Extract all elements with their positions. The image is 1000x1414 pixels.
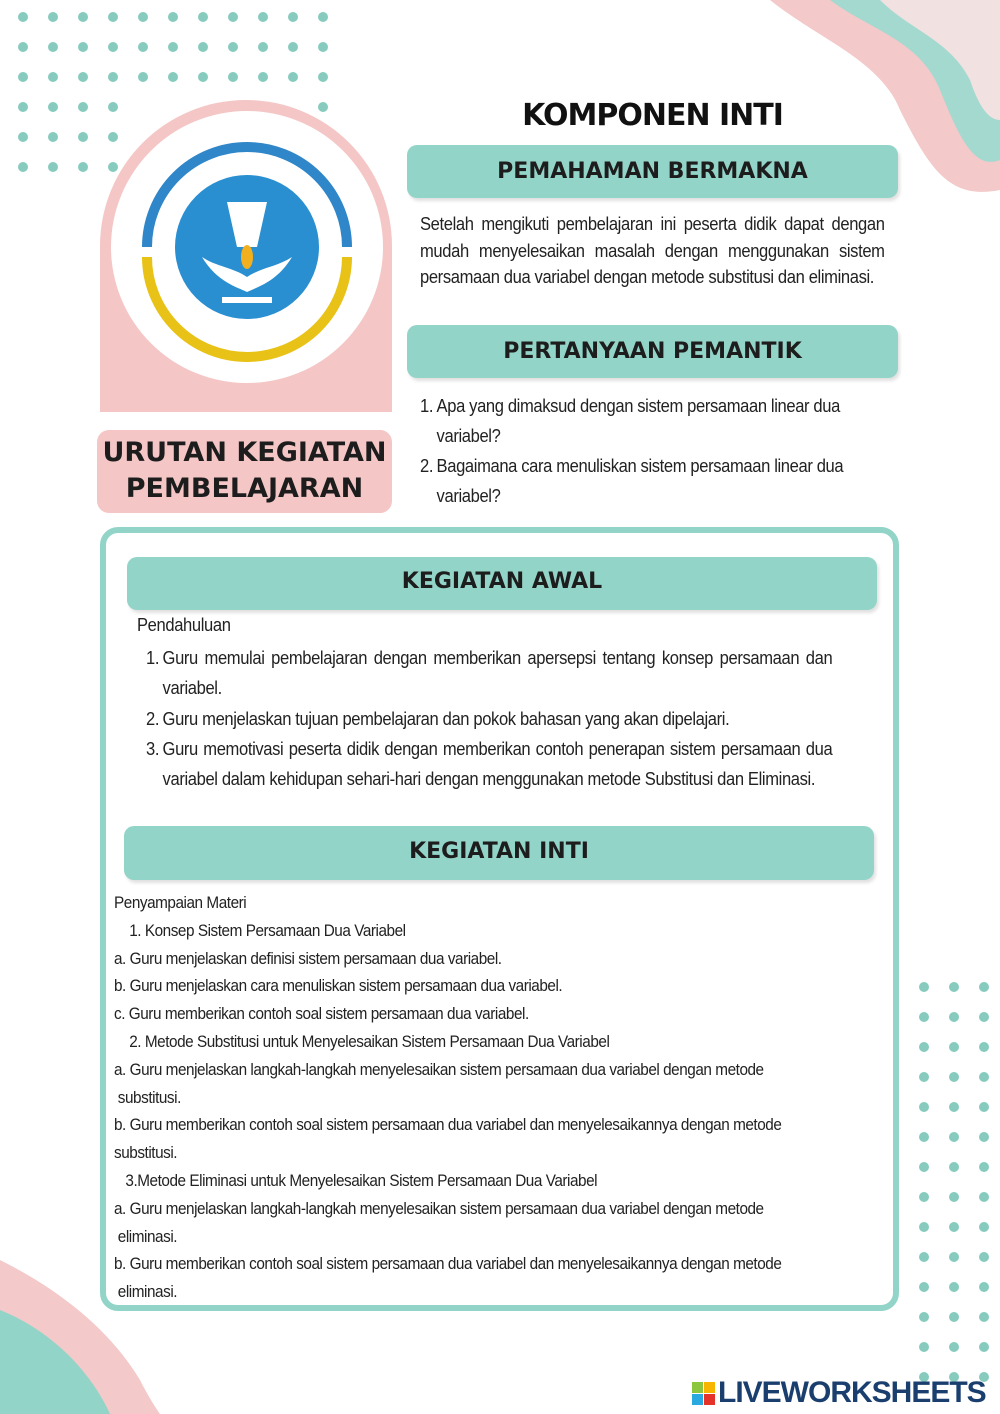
dot [288,42,298,52]
dot [979,1192,989,1202]
dot [138,12,148,22]
dot [48,42,58,52]
dot [168,42,178,52]
dot [919,1162,929,1172]
dot [979,1312,989,1322]
dot [78,162,88,172]
dot [138,42,148,52]
dot [78,102,88,112]
dot [18,72,28,82]
inti-line: b. Guru memberikan contoh soal sistem persamaan dua variabel dan menyelesaikannya dengan metode [114,1115,782,1135]
dot [198,72,208,82]
item-number: 2. [420,456,434,476]
dot [949,1342,959,1352]
dot [18,132,28,142]
item-number: 1. [420,396,434,416]
kegiatan-awal-heading: KEGIATAN AWAL [127,557,877,610]
pemahaman-text: Setelah mengikuti pembelajaran ini peserta didik dapat dengan mudah menyelesaikan masalah dengan menggunakan sistem persamaan dua variabel dengan metode substitusi dan eliminasi. [420,214,885,287]
inti-line: 3.Metode Eliminasi untuk Menyelesaikan Sistem Persamaan Dua Variabel [114,1171,598,1190]
dot [919,1072,929,1082]
inti-line: substitusi. [114,1087,181,1107]
dot [979,1162,989,1172]
dot [979,1072,989,1082]
komponen-title: KOMPONEN INTI [522,98,783,133]
dot [18,12,28,22]
urutan-line1: URUTAN KEGIATAN [102,437,387,468]
dot [919,1282,929,1292]
dot [949,1222,959,1232]
item-number: 1. [146,648,160,668]
dot [258,42,268,52]
logo [107,107,387,387]
dot [979,1252,989,1262]
dot [288,72,298,82]
watermark-text: LIVEWORKSHEETS [718,1376,986,1409]
inti-line: Penyampaian Materi [114,893,247,912]
kegiatan-awal-list [146,643,832,794]
inti-line: substitusi. [114,1143,178,1163]
dot [108,72,118,82]
dot [979,1282,989,1292]
item-text: Guru menjelaskan tujuan pembelajaran dan pokok bahasan yang akan dipelajari. [162,708,730,729]
dot [919,1042,929,1052]
dot [18,102,28,112]
awal-item [146,643,832,704]
liveworksheets-logo [692,1376,986,1410]
dot [318,42,328,52]
dot [919,1102,929,1112]
dot [949,1282,959,1292]
dot [258,72,268,82]
dot [78,12,88,22]
dot [919,1132,929,1142]
pemahaman-heading: PEMAHAMAN BERMAKNA [407,145,898,198]
dot [198,12,208,22]
dot [949,982,959,992]
urutan-line2: PEMBELAJARAN [125,473,364,504]
awal-item [146,704,832,734]
dot [919,1342,929,1352]
pemantik-item [420,451,903,511]
dot [949,1132,959,1142]
dot [48,132,58,142]
dot [979,1102,989,1112]
dot [228,72,238,82]
live-badge-icon [692,1382,715,1405]
inti-line: 1. Konsep Sistem Persamaan Dua Variabel [114,920,406,940]
dot [949,1192,959,1202]
dot [919,1252,929,1262]
inti-line: eliminasi. [114,1282,178,1302]
item-text: Guru memulai pembelajaran dengan memberikan apersepsi tentang konsep persamaan dan variabel. [162,648,833,699]
dot [979,1132,989,1142]
dot [949,1072,959,1082]
dot [198,42,208,52]
dot [228,12,238,22]
dot [919,1012,929,1022]
dot [108,12,118,22]
item-text: Apa yang dimaksud dengan sistem persamaan linear dua variabel? [436,396,840,446]
item-text: Bagaimana cara menuliskan sistem persamaan linear dua variabel? [436,456,844,506]
awal-item [146,734,832,795]
pemantik-heading: PERTANYAAN PEMANTIK [407,325,898,378]
dot [919,1312,929,1322]
dot [48,162,58,172]
inti-line: a. Guru menjelaskan langkah-langkah menyelesaikan sistem persamaan dua variabel dengan metode [114,1198,764,1218]
dot [919,1192,929,1202]
dot [18,42,28,52]
dot [949,1252,959,1262]
urutan-heading [97,430,392,513]
inti-line: eliminasi. [114,1226,178,1246]
dot [979,1012,989,1022]
kegiatan-inti-heading: KEGIATAN INTI [124,826,874,880]
pendahuluan-label: Pendahuluan [137,615,231,635]
dot [138,72,148,82]
dot [78,42,88,52]
dot [919,1222,929,1232]
pemantik-list [420,391,903,511]
dot [258,12,268,22]
dot [78,72,88,82]
dot [949,1042,959,1052]
dot [949,1102,959,1112]
dot [168,72,178,82]
inti-line: 2. Metode Substitusi untuk Menyelesaikan Sistem Persamaan Dua Variabel [114,1032,610,1051]
dot [288,12,298,22]
dot [979,1342,989,1352]
pemantik-item [420,391,903,451]
dot [979,1222,989,1232]
dot [949,1312,959,1322]
dot [949,1012,959,1022]
inti-line: b. Guru memberikan contoh soal sistem persamaan dua variabel dan menyelesaikannya dengan metode [114,1254,782,1274]
item-text: Guru memotivasi peserta didik dengan memberikan contoh penerapan sistem persamaan dua variabel dalam kehidupan sehari-hari dengan menggunakan metode Substitusi dan Eliminasi. [162,738,833,790]
inti-line: c. Guru memberikan contoh soal sistem persamaan dua variabel. [114,1004,529,1024]
dot [108,42,118,52]
dot [318,12,328,22]
item-number: 3. [146,738,160,759]
dot [168,12,178,22]
inti-line: a. Guru menjelaskan definisi sistem persamaan dua variabel. [114,948,502,968]
dot [228,42,238,52]
item-number: 2. [146,708,160,729]
inti-line: b. Guru menjelaskan cara menuliskan sistem persamaan dua variabel. [114,976,563,996]
dot [919,982,929,992]
dot [48,12,58,22]
dot [979,1042,989,1052]
dot [78,132,88,142]
dot [48,72,58,82]
dot [979,982,989,992]
dot [18,162,28,172]
dot [318,72,328,82]
dot [48,102,58,112]
inti-line: a. Guru menjelaskan langkah-langkah menyelesaikan sistem persamaan dua variabel dengan metode [114,1059,764,1079]
dot [949,1162,959,1172]
